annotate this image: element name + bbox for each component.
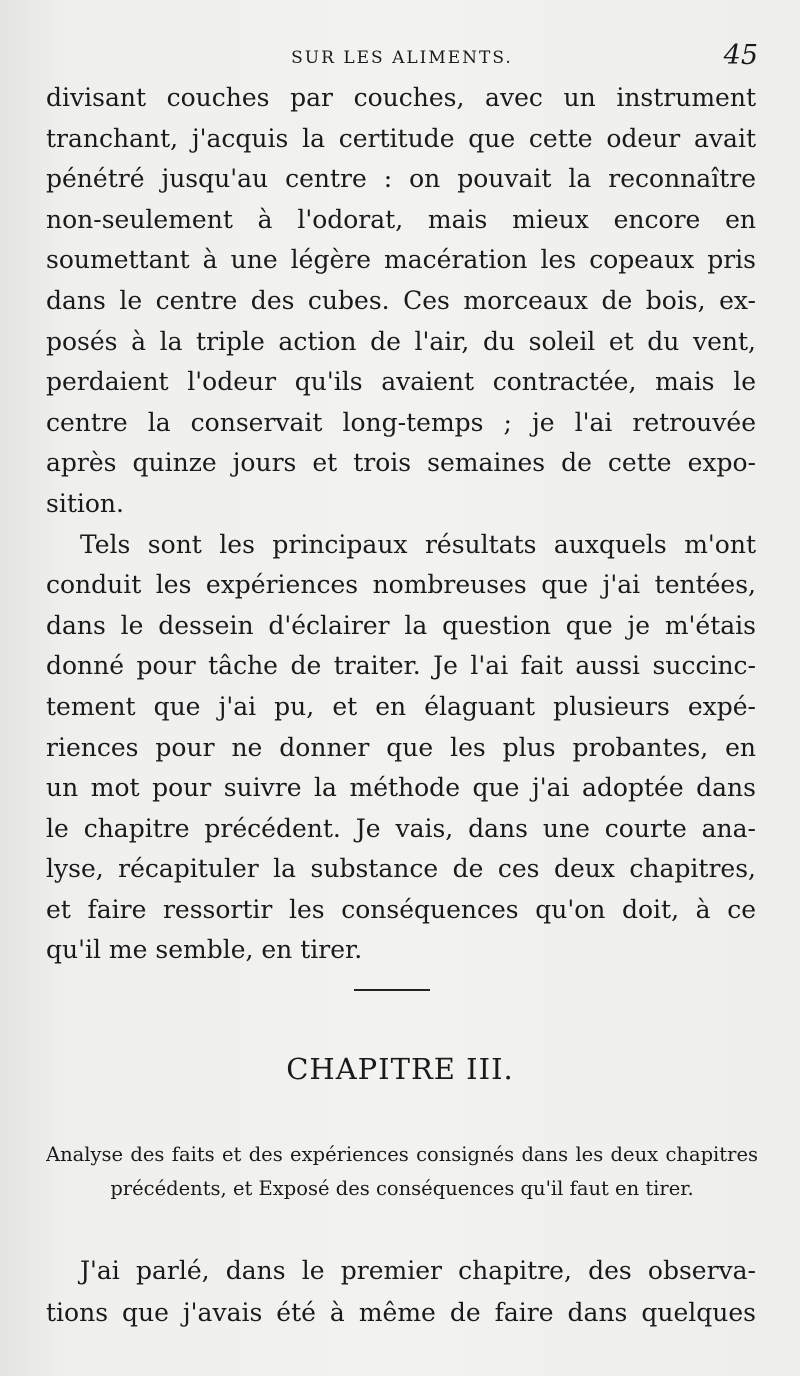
summary-line: Analyse des faits et des expériences consignés dans les deux chapitres [46, 1143, 758, 1166]
body-text [46, 78, 756, 971]
text-line: J'ai parlé, dans le premier chapitre, des observa- [80, 1256, 756, 1285]
text-line: non-seulement à l'odorat, mais mieux encore en [46, 204, 756, 234]
running-head [46, 36, 758, 76]
closing-paragraph [46, 1250, 756, 1334]
text-line: tranchant, j'acquis la certitude que cette odeur avait [46, 123, 756, 153]
summary-line: précédents, et Exposé des conséquences qu'il faut en tirer. [110, 1177, 694, 1200]
text-line: un mot pour suivre la méthode que j'ai adoptée dans [46, 773, 756, 803]
text-line: le chapitre précédent. Je vais, dans une courte ana- [46, 813, 756, 843]
text-line: soumettant à une légère macération les copeaux pris [46, 245, 756, 275]
text-line: divisant couches par couches, avec un instrument [46, 83, 756, 112]
text-line: donné pour tâche de traiter. Je l'ai fait aussi succinc- [46, 651, 756, 681]
text-line: riences pour ne donner que les plus probantes, en [46, 732, 756, 762]
chapter-summary [46, 1138, 758, 1206]
text-line: pénétré jusqu'au centre : on pouvait la reconnaître [46, 164, 756, 194]
text-line: dans le centre des cubes. Ces morceaux de bois, ex- [46, 285, 756, 315]
text-line: conduit les expériences nombreuses que j'ai tentées, [46, 570, 756, 600]
text-line: sition. [46, 488, 124, 518]
text-line: après quinze jours et trois semaines de cette expo- [46, 448, 756, 478]
text-line: perdaient l'odeur qu'ils avaient contractée, mais le [46, 367, 756, 397]
text-line: qu'il me semble, en tirer. [46, 935, 363, 965]
text-line: tions que j'avais été à même de faire dans quelques [46, 1298, 756, 1327]
text-line: posés à la triple action de l'air, du soleil et du vent, [46, 326, 756, 356]
text-line: dans le dessein d'éclairer la question que je m'étais [46, 610, 756, 640]
chapter-heading: CHAPITRE III. [286, 1052, 514, 1086]
page-number: 45 [723, 40, 758, 71]
section-rule [354, 989, 430, 991]
text-line: lyse, récapituler la substance de ces deux chapitres, [46, 854, 756, 884]
text-line: et faire ressortir les conséquences qu'on doit, à ce [46, 894, 756, 924]
text-line: Tels sont les principaux résultats auxquels m'ont [80, 529, 756, 559]
running-title: SUR LES ALIMENTS. [291, 48, 513, 68]
text-line: tement que j'ai pu, et en élaguant plusieurs expé- [46, 691, 756, 721]
text-line: centre la conservait long-temps ; je l'ai retrouvée [46, 407, 756, 437]
